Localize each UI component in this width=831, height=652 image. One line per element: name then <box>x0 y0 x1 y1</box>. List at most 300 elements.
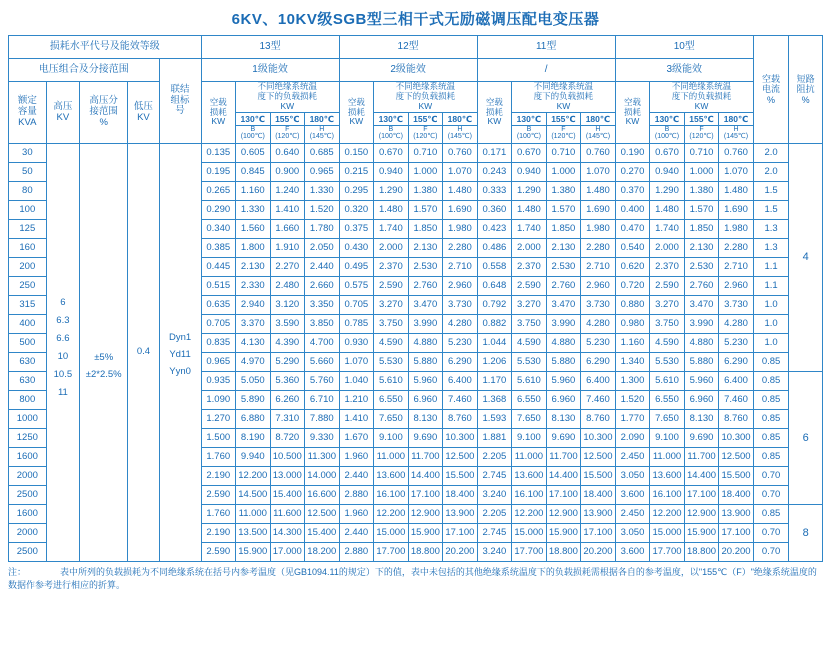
cell-m12-3: 17.100 <box>443 524 478 543</box>
cell-m10-1: 11.000 <box>650 448 685 467</box>
cell-m11-1: 2.590 <box>512 277 547 296</box>
cell-m10-1: 15.000 <box>650 524 685 543</box>
cell-m10-2: 0.710 <box>684 144 719 163</box>
cell-m13-2: 8.720 <box>270 429 305 448</box>
cell-m13-2: 2.480 <box>270 277 305 296</box>
cell-m11-3: 8.760 <box>581 410 616 429</box>
cell-m11-1: 1.480 <box>512 201 547 220</box>
cell-kva: 630 <box>9 372 47 391</box>
cell-m11-0: 2.745 <box>477 467 512 486</box>
cell-m11-0: 0.558 <box>477 258 512 277</box>
cell-m11-3: 1.480 <box>581 182 616 201</box>
cell-m13-3: 4.700 <box>305 334 340 353</box>
cell-m10-1: 1.480 <box>650 201 685 220</box>
cell-m10-2: 12.900 <box>684 505 719 524</box>
grade-header-1: 2级能效 <box>339 59 477 82</box>
cell-m10-2: 6.960 <box>684 391 719 410</box>
cell-m12-2: 0.710 <box>408 144 443 163</box>
cell-m12-3: 8.760 <box>443 410 478 429</box>
cell-kva: 250 <box>9 277 47 296</box>
cell-m13-0: 0.835 <box>201 334 236 353</box>
cell-m13-1: 1.160 <box>236 182 271 201</box>
cell-m12-0: 1.410 <box>339 410 374 429</box>
cell-m12-2: 5.880 <box>408 353 443 372</box>
cell-m12-1: 5.610 <box>374 372 409 391</box>
cell-m12-2: 2.130 <box>408 239 443 258</box>
cell-m13-2: 0.900 <box>270 163 305 182</box>
cell-m13-3: 15.400 <box>305 524 340 543</box>
cell-m13-2: 17.000 <box>270 543 305 562</box>
model-header-2: 11型 <box>477 36 615 59</box>
cell-m10-0: 0.470 <box>615 220 650 239</box>
cell-m10-2: 1.000 <box>684 163 719 182</box>
cell-m13-2: 11.600 <box>270 505 305 524</box>
cell-no-load-current: 2.0 <box>753 144 789 163</box>
cell-m11-0: 0.792 <box>477 296 512 315</box>
no-load-loss-header-0: 空载 损耗 KW <box>201 82 236 144</box>
cell-m12-2: 18.800 <box>408 543 443 562</box>
cell-m12-3: 1.070 <box>443 163 478 182</box>
cell-m13-0: 1.090 <box>201 391 236 410</box>
cell-m12-2: 5.960 <box>408 372 443 391</box>
cell-m10-1: 2.370 <box>650 258 685 277</box>
cell-m10-1: 5.610 <box>650 372 685 391</box>
cell-m10-0: 0.370 <box>615 182 650 201</box>
cell-m11-0: 0.423 <box>477 220 512 239</box>
cell-no-load-current: 1.5 <box>753 201 789 220</box>
cell-m11-2: 3.470 <box>546 296 581 315</box>
cell-m10-3: 12.500 <box>719 448 754 467</box>
grade-header-0: 1级能效 <box>201 59 339 82</box>
connection-header: 联结 组标 号 <box>159 59 201 144</box>
cell-m12-3: 0.760 <box>443 144 478 163</box>
cell-m10-3: 8.760 <box>719 410 754 429</box>
cell-m11-0: 0.243 <box>477 163 512 182</box>
cell-m12-1: 0.670 <box>374 144 409 163</box>
cell-m10-0: 0.540 <box>615 239 650 258</box>
model-header-0: 13型 <box>201 36 339 59</box>
cell-m13-1: 4.130 <box>236 334 271 353</box>
cell-m11-3: 12.500 <box>581 448 616 467</box>
cell-m11-2: 5.960 <box>546 372 581 391</box>
cell-m12-1: 5.530 <box>374 353 409 372</box>
cell-tap-range: ±5% ±2*2.5% <box>80 144 128 562</box>
cell-no-load-current: 1.0 <box>753 315 789 334</box>
cell-no-load-current: 0.85 <box>753 429 789 448</box>
cell-m10-2: 4.880 <box>684 334 719 353</box>
note-text: 表中所列的负载损耗为不同绝缘系统在括号内参考温度（见GB1094.11的规定）下的值，表中未包括的其他绝缘系统温度下的负载损耗需根据各自的参考温度，以"155℃（F）"绝缘系统温度的数据作参考进行相应的折算。 <box>8 567 817 591</box>
cell-m12-1: 13.600 <box>374 467 409 486</box>
cell-m12-3: 2.710 <box>443 258 478 277</box>
cell-m13-3: 1.780 <box>305 220 340 239</box>
cell-m10-3: 17.100 <box>719 524 754 543</box>
cell-m13-0: 0.340 <box>201 220 236 239</box>
cell-m11-3: 17.100 <box>581 524 616 543</box>
cell-m13-3: 12.500 <box>305 505 340 524</box>
cell-kva: 125 <box>9 220 47 239</box>
cell-m11-0: 0.648 <box>477 277 512 296</box>
load-loss-header-0: 不同绝缘系统温 度下的负载损耗 KW <box>236 82 340 113</box>
grade-header-2: / <box>477 59 615 82</box>
cell-m12-2: 17.100 <box>408 486 443 505</box>
cell-m10-1: 9.100 <box>650 429 685 448</box>
cell-m12-1: 1.740 <box>374 220 409 239</box>
cell-no-load-current: 1.3 <box>753 239 789 258</box>
cell-m12-2: 11.700 <box>408 448 443 467</box>
cell-m13-0: 2.590 <box>201 543 236 562</box>
cell-m11-1: 17.700 <box>512 543 547 562</box>
cell-m10-3: 10.300 <box>719 429 754 448</box>
cell-m13-2: 1.910 <box>270 239 305 258</box>
cell-m13-2: 2.270 <box>270 258 305 277</box>
cell-m11-0: 1.044 <box>477 334 512 353</box>
cell-m11-2: 1.850 <box>546 220 581 239</box>
cell-m10-2: 17.100 <box>684 486 719 505</box>
cell-m10-0: 0.720 <box>615 277 650 296</box>
model-header-3: 10型 <box>615 36 753 59</box>
cell-m13-0: 0.445 <box>201 258 236 277</box>
cell-m11-2: 1.380 <box>546 182 581 201</box>
cell-m10-2: 8.130 <box>684 410 719 429</box>
cell-m13-2: 15.400 <box>270 486 305 505</box>
cell-m11-3: 2.280 <box>581 239 616 258</box>
cell-m12-1: 4.590 <box>374 334 409 353</box>
temp-col-3-0: 130℃ B (100℃) <box>650 113 685 144</box>
cell-m11-0: 0.882 <box>477 315 512 334</box>
cell-m12-3: 4.280 <box>443 315 478 334</box>
cell-m11-3: 2.710 <box>581 258 616 277</box>
cell-m13-1: 2.130 <box>236 258 271 277</box>
cell-m11-0: 2.745 <box>477 524 512 543</box>
cell-m13-3: 16.600 <box>305 486 340 505</box>
cell-m10-3: 6.400 <box>719 372 754 391</box>
cell-m13-1: 2.330 <box>236 277 271 296</box>
cell-m12-0: 2.440 <box>339 467 374 486</box>
cell-m10-2: 18.800 <box>684 543 719 562</box>
hv-header: 高压 KV <box>46 82 79 144</box>
cell-kva: 2500 <box>9 486 47 505</box>
cell-m10-2: 2.760 <box>684 277 719 296</box>
cell-m12-2: 3.470 <box>408 296 443 315</box>
cell-m10-0: 1.340 <box>615 353 650 372</box>
cell-m10-3: 20.200 <box>719 543 754 562</box>
cell-m11-1: 5.530 <box>512 353 547 372</box>
cell-m10-1: 2.000 <box>650 239 685 258</box>
cell-m13-3: 3.850 <box>305 315 340 334</box>
cell-m11-0: 1.368 <box>477 391 512 410</box>
cell-m12-3: 20.200 <box>443 543 478 562</box>
cell-m13-1: 13.500 <box>236 524 271 543</box>
cell-m11-1: 12.200 <box>512 505 547 524</box>
cell-m13-3: 5.760 <box>305 372 340 391</box>
temp-col-1-0: 130℃ B (100℃) <box>374 113 409 144</box>
cell-m10-2: 2.530 <box>684 258 719 277</box>
cell-m13-0: 0.515 <box>201 277 236 296</box>
cell-m12-2: 14.400 <box>408 467 443 486</box>
cell-m11-1: 1.290 <box>512 182 547 201</box>
cell-m10-0: 3.600 <box>615 543 650 562</box>
cell-m10-0: 0.880 <box>615 296 650 315</box>
page-title: 6KV、10KV级SGB型三相干式无励磁调压配电变压器 <box>231 11 600 28</box>
cell-m11-3: 6.290 <box>581 353 616 372</box>
cell-m10-0: 2.450 <box>615 505 650 524</box>
cell-m12-3: 13.900 <box>443 505 478 524</box>
cell-m10-2: 11.700 <box>684 448 719 467</box>
cell-m10-1: 6.550 <box>650 391 685 410</box>
cell-m13-2: 10.500 <box>270 448 305 467</box>
cell-no-load-current: 0.85 <box>753 505 789 524</box>
cell-m10-3: 2.280 <box>719 239 754 258</box>
cell-m11-2: 18.800 <box>546 543 581 562</box>
cell-m13-3: 7.880 <box>305 410 340 429</box>
cell-m13-2: 14.300 <box>270 524 305 543</box>
cell-m10-1: 5.530 <box>650 353 685 372</box>
cell-m12-1: 0.940 <box>374 163 409 182</box>
cell-kva: 2000 <box>9 524 47 543</box>
cell-m12-3: 2.960 <box>443 277 478 296</box>
cell-no-load-current: 2.0 <box>753 163 789 182</box>
cell-m12-2: 9.690 <box>408 429 443 448</box>
cell-m11-3: 18.400 <box>581 486 616 505</box>
cell-m11-1: 1.740 <box>512 220 547 239</box>
cell-m13-2: 1.660 <box>270 220 305 239</box>
cell-m13-1: 8.190 <box>236 429 271 448</box>
cell-m12-1: 7.650 <box>374 410 409 429</box>
cell-kva: 200 <box>9 258 47 277</box>
cell-m11-2: 9.690 <box>546 429 581 448</box>
cell-m12-3: 18.400 <box>443 486 478 505</box>
cell-m11-1: 5.610 <box>512 372 547 391</box>
cell-m11-2: 3.990 <box>546 315 581 334</box>
cell-m13-0: 0.195 <box>201 163 236 182</box>
cell-m13-1: 4.970 <box>236 353 271 372</box>
cell-no-load-current: 0.85 <box>753 353 789 372</box>
cell-m13-2: 6.260 <box>270 391 305 410</box>
cell-m13-0: 1.760 <box>201 505 236 524</box>
temp-col-1-2: 180℃ H (145℃) <box>443 113 478 144</box>
cell-short-impedance: 8 <box>789 505 823 562</box>
cell-m11-2: 17.100 <box>546 486 581 505</box>
cell-m10-1: 16.100 <box>650 486 685 505</box>
cell-no-load-current: 1.0 <box>753 296 789 315</box>
cell-m11-2: 8.130 <box>546 410 581 429</box>
note-label: 注： <box>8 567 27 577</box>
cell-m11-3: 2.960 <box>581 277 616 296</box>
cell-m10-0: 1.160 <box>615 334 650 353</box>
cell-m13-0: 2.190 <box>201 524 236 543</box>
cell-m13-0: 0.935 <box>201 372 236 391</box>
cell-hv: 6 6.3 6.6 10 10.5 11 <box>46 144 79 562</box>
cell-m10-3: 5.230 <box>719 334 754 353</box>
cell-m11-3: 10.300 <box>581 429 616 448</box>
cell-m13-1: 12.200 <box>236 467 271 486</box>
cell-kva: 160 <box>9 239 47 258</box>
cell-m11-3: 5.230 <box>581 334 616 353</box>
cell-m13-1: 9.940 <box>236 448 271 467</box>
cell-m12-0: 0.430 <box>339 239 374 258</box>
cell-m11-1: 6.550 <box>512 391 547 410</box>
cell-m13-3: 18.200 <box>305 543 340 562</box>
cell-m11-0: 0.486 <box>477 239 512 258</box>
cell-m11-1: 13.600 <box>512 467 547 486</box>
cell-m11-2: 2.760 <box>546 277 581 296</box>
no-load-loss-header-3: 空载 损耗 KW <box>615 82 650 144</box>
cell-m11-1: 3.750 <box>512 315 547 334</box>
cell-m12-0: 0.320 <box>339 201 374 220</box>
cell-m12-0: 1.040 <box>339 372 374 391</box>
cell-m11-0: 2.205 <box>477 448 512 467</box>
cell-m13-1: 2.940 <box>236 296 271 315</box>
cell-m10-0: 2.450 <box>615 448 650 467</box>
cell-m13-0: 2.590 <box>201 486 236 505</box>
cell-m12-1: 2.370 <box>374 258 409 277</box>
cell-m12-0: 2.880 <box>339 543 374 562</box>
cell-m12-3: 5.230 <box>443 334 478 353</box>
cell-m10-0: 0.400 <box>615 201 650 220</box>
cell-m13-2: 3.120 <box>270 296 305 315</box>
cell-m12-3: 7.460 <box>443 391 478 410</box>
cell-m11-1: 7.650 <box>512 410 547 429</box>
cell-m12-1: 1.290 <box>374 182 409 201</box>
cell-short-impedance: 4 <box>789 144 823 372</box>
cell-m13-3: 5.660 <box>305 353 340 372</box>
cell-m12-2: 12.900 <box>408 505 443 524</box>
cell-m10-0: 2.090 <box>615 429 650 448</box>
cell-m10-1: 12.200 <box>650 505 685 524</box>
cell-m13-1: 3.370 <box>236 315 271 334</box>
cell-short-impedance: 6 <box>789 372 823 505</box>
cell-m10-0: 3.600 <box>615 486 650 505</box>
cell-m10-0: 1.770 <box>615 410 650 429</box>
cell-m11-3: 15.500 <box>581 467 616 486</box>
cell-m10-3: 7.460 <box>719 391 754 410</box>
cell-m12-2: 2.760 <box>408 277 443 296</box>
cell-no-load-current: 0.70 <box>753 486 789 505</box>
no-load-current-header: 空载 电流 % <box>753 36 789 144</box>
cell-m12-3: 6.400 <box>443 372 478 391</box>
cell-m11-1: 2.000 <box>512 239 547 258</box>
cell-m10-2: 2.130 <box>684 239 719 258</box>
cell-m12-1: 15.000 <box>374 524 409 543</box>
cell-m12-1: 1.480 <box>374 201 409 220</box>
cell-m11-0: 1.881 <box>477 429 512 448</box>
cell-m13-2: 1.410 <box>270 201 305 220</box>
cell-m13-0: 2.190 <box>201 467 236 486</box>
cell-m11-2: 2.130 <box>546 239 581 258</box>
cell-m10-0: 1.520 <box>615 391 650 410</box>
cell-m11-3: 6.400 <box>581 372 616 391</box>
cell-kva: 630 <box>9 353 47 372</box>
cell-kva: 50 <box>9 163 47 182</box>
cell-m10-2: 1.570 <box>684 201 719 220</box>
cell-m11-1: 2.370 <box>512 258 547 277</box>
cell-m12-2: 3.990 <box>408 315 443 334</box>
cell-m10-2: 5.880 <box>684 353 719 372</box>
cell-kva: 1600 <box>9 505 47 524</box>
cell-m13-1: 5.050 <box>236 372 271 391</box>
cell-m13-0: 0.965 <box>201 353 236 372</box>
cell-no-load-current: 0.70 <box>753 524 789 543</box>
cell-m12-2: 1.850 <box>408 220 443 239</box>
cell-m13-0: 1.760 <box>201 448 236 467</box>
cell-m13-3: 1.520 <box>305 201 340 220</box>
cell-m10-3: 4.280 <box>719 315 754 334</box>
cell-m12-3: 2.280 <box>443 239 478 258</box>
cell-no-load-current: 0.70 <box>753 543 789 562</box>
cell-m12-2: 1.570 <box>408 201 443 220</box>
cell-m12-0: 1.960 <box>339 505 374 524</box>
cell-m13-3: 11.300 <box>305 448 340 467</box>
cell-m12-2: 2.530 <box>408 258 443 277</box>
cell-m11-0: 2.205 <box>477 505 512 524</box>
cell-m11-1: 11.000 <box>512 448 547 467</box>
cell-m10-0: 0.270 <box>615 163 650 182</box>
cell-m10-1: 1.290 <box>650 182 685 201</box>
load-loss-header-1: 不同绝缘系统温 度下的负载损耗 KW <box>374 82 478 113</box>
grade-header-3: 3级能效 <box>615 59 753 82</box>
cell-m13-3: 0.685 <box>305 144 340 163</box>
cell-m12-0: 0.375 <box>339 220 374 239</box>
short-impedance-header: 短路 阻抗 % <box>789 36 823 144</box>
cell-m13-3: 1.330 <box>305 182 340 201</box>
load-loss-header-2: 不同绝缘系统温 度下的负载损耗 KW <box>512 82 616 113</box>
cell-m13-1: 1.800 <box>236 239 271 258</box>
cell-m10-2: 14.400 <box>684 467 719 486</box>
temp-col-1-1: 155℃ F (120℃) <box>408 113 443 144</box>
cell-m10-3: 3.730 <box>719 296 754 315</box>
cell-m13-2: 4.390 <box>270 334 305 353</box>
cell-m12-3: 3.730 <box>443 296 478 315</box>
cell-m11-2: 2.530 <box>546 258 581 277</box>
cell-m11-0: 0.171 <box>477 144 512 163</box>
cell-kva: 500 <box>9 334 47 353</box>
cell-m12-0: 0.930 <box>339 334 374 353</box>
cell-kva: 1600 <box>9 448 47 467</box>
cell-m12-3: 15.500 <box>443 467 478 486</box>
cell-m13-2: 5.360 <box>270 372 305 391</box>
cell-m13-0: 0.265 <box>201 182 236 201</box>
cell-m10-3: 1.980 <box>719 220 754 239</box>
cell-m12-3: 12.500 <box>443 448 478 467</box>
cell-kva: 100 <box>9 201 47 220</box>
cell-m13-1: 5.890 <box>236 391 271 410</box>
cell-m10-3: 15.500 <box>719 467 754 486</box>
cell-m12-1: 17.700 <box>374 543 409 562</box>
cell-m10-2: 3.470 <box>684 296 719 315</box>
cell-m13-2: 5.290 <box>270 353 305 372</box>
cell-m13-3: 2.050 <box>305 239 340 258</box>
cell-m10-1: 0.670 <box>650 144 685 163</box>
cell-no-load-current: 0.85 <box>753 448 789 467</box>
load-loss-header-3: 不同绝缘系统温 度下的负载损耗 KW <box>650 82 754 113</box>
cell-m13-0: 0.290 <box>201 201 236 220</box>
cell-m11-0: 3.240 <box>477 486 512 505</box>
cell-m10-3: 13.900 <box>719 505 754 524</box>
model-header-1: 12型 <box>339 36 477 59</box>
cell-m10-0: 1.300 <box>615 372 650 391</box>
cell-m13-0: 0.385 <box>201 239 236 258</box>
cell-m11-1: 3.270 <box>512 296 547 315</box>
capacity-header: 额定 容量 KVA <box>9 82 47 144</box>
cell-m11-0: 0.360 <box>477 201 512 220</box>
temp-col-2-0: 130℃ B (100℃) <box>512 113 547 144</box>
cell-m12-0: 1.670 <box>339 429 374 448</box>
cell-m13-1: 1.330 <box>236 201 271 220</box>
cell-m10-2: 1.850 <box>684 220 719 239</box>
cell-m11-3: 13.900 <box>581 505 616 524</box>
cell-m10-2: 3.990 <box>684 315 719 334</box>
no-load-loss-header-1: 空载 损耗 KW <box>339 82 374 144</box>
